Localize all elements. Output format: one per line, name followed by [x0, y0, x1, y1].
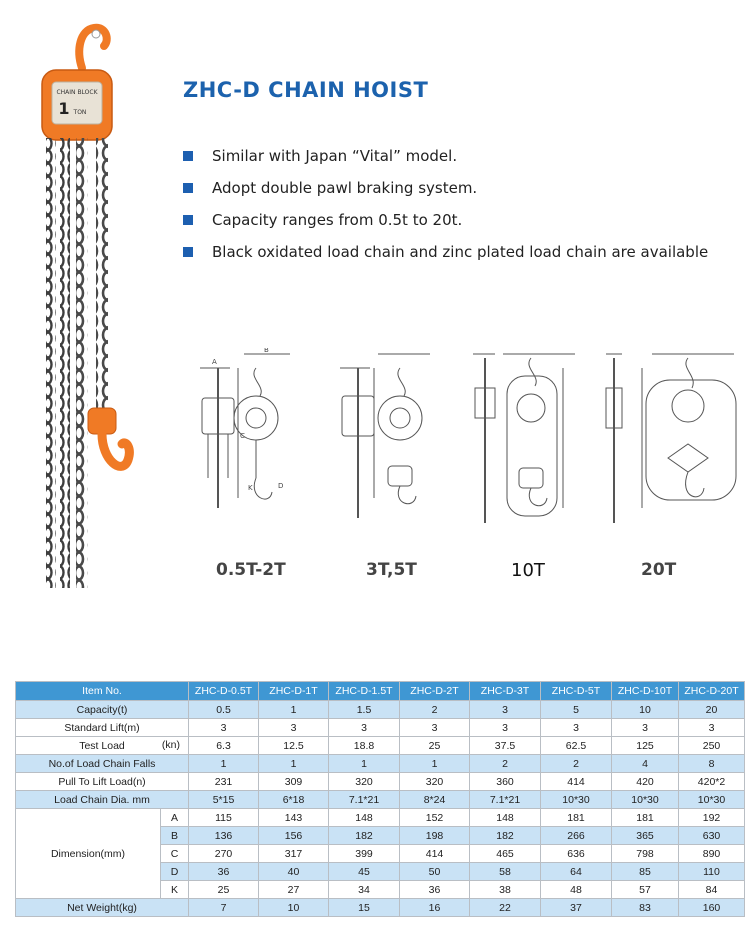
dimension-key: A [161, 809, 189, 827]
cell: 3 [400, 719, 470, 737]
cell: 125 [612, 737, 679, 755]
cell: 148 [329, 809, 400, 827]
cell: 152 [400, 809, 470, 827]
table-row [16, 773, 745, 791]
table-row [16, 737, 745, 755]
header-model: ZHC-D-2T [400, 682, 470, 701]
cell: 50 [400, 863, 470, 881]
cell: 420*2 [679, 773, 745, 791]
cell: 6*18 [259, 791, 329, 809]
cell: 36 [189, 863, 259, 881]
diagram-10t [473, 354, 575, 523]
cell: 2 [541, 755, 612, 773]
cell: 198 [400, 827, 470, 845]
dim-letter-d: D [278, 482, 284, 490]
cell: 231 [189, 773, 259, 791]
cell: 58 [470, 863, 541, 881]
cell: 320 [400, 773, 470, 791]
row-label: Pull To Lift Load(n) [16, 773, 189, 791]
cell: 83 [612, 899, 679, 917]
table-header-row [16, 682, 745, 701]
cell: 7.1*21 [329, 791, 400, 809]
cell: 182 [329, 827, 400, 845]
cell: 45 [329, 863, 400, 881]
cell: 27 [259, 881, 329, 899]
product-title: ZHC-D CHAIN HOIST [183, 78, 429, 102]
feature-text: Capacity ranges from 0.5t to 20t. [212, 211, 463, 229]
specification-table [15, 681, 745, 917]
cell: 34 [329, 881, 400, 899]
cell: 270 [189, 845, 259, 863]
dimension-diagrams [178, 348, 738, 588]
cell: 1 [189, 755, 259, 773]
header-model: ZHC-D-20T [679, 682, 745, 701]
cell: 320 [329, 773, 400, 791]
square-bullet-icon [183, 215, 193, 225]
cell: 5*15 [189, 791, 259, 809]
table-row [16, 719, 745, 737]
cell: 16 [400, 899, 470, 917]
feature-item [183, 144, 708, 176]
header-model: ZHC-D-1.5T [329, 682, 400, 701]
diagram-0-5t-2t [200, 354, 290, 508]
feature-item [183, 176, 708, 208]
header-model: ZHC-D-3T [470, 682, 541, 701]
square-bullet-icon [183, 247, 193, 257]
cell: 25 [400, 737, 470, 755]
cell: 8 [679, 755, 745, 773]
table-row [16, 809, 745, 827]
cell: 3 [329, 719, 400, 737]
square-bullet-icon [183, 183, 193, 193]
hoist-plate-line3: TON [73, 109, 87, 116]
cell: 3 [189, 719, 259, 737]
cell: 36 [400, 881, 470, 899]
cell: 181 [541, 809, 612, 827]
row-label: Capacity(t) [16, 701, 189, 719]
cell: 890 [679, 845, 745, 863]
cell: 38 [470, 881, 541, 899]
header-model: ZHC-D-1T [259, 682, 329, 701]
cell: 6.3 [189, 737, 259, 755]
table-row [16, 899, 745, 917]
cell: 37 [541, 899, 612, 917]
cell: 10 [259, 899, 329, 917]
feature-item [183, 240, 708, 272]
cell: 3 [612, 719, 679, 737]
dimension-key: C [161, 845, 189, 863]
dimension-key: D [161, 863, 189, 881]
cell: 15 [329, 899, 400, 917]
cell: 10*30 [541, 791, 612, 809]
square-bullet-icon [183, 151, 193, 161]
chain-hoist-photo [30, 20, 150, 590]
cell: 64 [541, 863, 612, 881]
cell: 48 [541, 881, 612, 899]
cell: 25 [189, 881, 259, 899]
header-model: ZHC-D-5T [541, 682, 612, 701]
cell: 3 [541, 719, 612, 737]
cell: 156 [259, 827, 329, 845]
dimension-key: B [161, 827, 189, 845]
feature-item [183, 208, 708, 240]
row-unit: (kn) [161, 739, 180, 751]
row-label: No.of Load Chain Falls [16, 755, 189, 773]
cell: 399 [329, 845, 400, 863]
cell: 7.1*21 [470, 791, 541, 809]
cell: 3 [679, 719, 745, 737]
cell: 136 [189, 827, 259, 845]
cell: 1 [259, 701, 329, 719]
diagram-label-0-5t-2t: 0.5T-2T [216, 560, 286, 580]
cell: 20 [679, 701, 745, 719]
cell: 10*30 [679, 791, 745, 809]
cell: 12.5 [259, 737, 329, 755]
cell: 22 [470, 899, 541, 917]
cell: 110 [679, 863, 745, 881]
row-label [16, 737, 189, 755]
cell: 3 [470, 701, 541, 719]
cell: 4 [612, 755, 679, 773]
cell: 57 [612, 881, 679, 899]
feature-text: Similar with Japan “Vital” model. [212, 147, 458, 165]
cell: 3 [259, 719, 329, 737]
dim-letter-b: B [264, 348, 269, 354]
hoist-plate-line2: 1 [58, 99, 70, 118]
feature-list [183, 144, 708, 272]
header-model: ZHC-D-10T [612, 682, 679, 701]
cell: 182 [470, 827, 541, 845]
header-item-no: Item No. [16, 682, 189, 701]
dimension-label: Dimension(mm) [16, 809, 161, 899]
diagram-label-20t: 20T [641, 560, 677, 580]
cell: 3 [470, 719, 541, 737]
cell: 7 [189, 899, 259, 917]
feature-text: Adopt double pawl braking system. [212, 179, 478, 197]
diagram-label-10t: 10T [511, 560, 545, 581]
cell: 8*24 [400, 791, 470, 809]
hoist-plate-line1: CHAIN BLOCK [56, 89, 98, 96]
table-row [16, 755, 745, 773]
cell: 360 [470, 773, 541, 791]
cell: 18.8 [329, 737, 400, 755]
cell: 10 [612, 701, 679, 719]
dim-letter-a: A [212, 358, 217, 366]
row-label: Standard Lift(m) [16, 719, 189, 737]
cell: 309 [259, 773, 329, 791]
cell: 2 [470, 755, 541, 773]
cell: 40 [259, 863, 329, 881]
diagram-20t [606, 354, 736, 523]
cell: 2 [400, 701, 470, 719]
cell: 1 [259, 755, 329, 773]
cell: 266 [541, 827, 612, 845]
dimension-key: K [161, 881, 189, 899]
diagram-label-3t-5t: 3T,5T [366, 560, 417, 580]
cell: 420 [612, 773, 679, 791]
cell: 0.5 [189, 701, 259, 719]
cell: 1 [400, 755, 470, 773]
cell: 192 [679, 809, 745, 827]
cell: 5 [541, 701, 612, 719]
dim-letter-c: C [240, 432, 245, 440]
cell: 1.5 [329, 701, 400, 719]
cell: 160 [679, 899, 745, 917]
cell: 115 [189, 809, 259, 827]
row-label: Load Chain Dia. mm [16, 791, 189, 809]
row-label-text: Test Load [79, 739, 125, 752]
cell: 414 [400, 845, 470, 863]
cell: 84 [679, 881, 745, 899]
table-row [16, 701, 745, 719]
cell: 148 [470, 809, 541, 827]
cell: 85 [612, 863, 679, 881]
cell: 317 [259, 845, 329, 863]
row-label: Net Weight(kg) [16, 899, 189, 917]
cell: 1 [329, 755, 400, 773]
cell: 62.5 [541, 737, 612, 755]
cell: 798 [612, 845, 679, 863]
cell: 250 [679, 737, 745, 755]
cell: 414 [541, 773, 612, 791]
cell: 630 [679, 827, 745, 845]
feature-text: Black oxidated load chain and zinc plated load chain are available [212, 243, 709, 261]
cell: 37.5 [470, 737, 541, 755]
diagram-3t-5t [340, 354, 430, 518]
dim-letter-k: K [248, 484, 253, 492]
cell: 10*30 [612, 791, 679, 809]
cell: 636 [541, 845, 612, 863]
header-model: ZHC-D-0.5T [189, 682, 259, 701]
table-row [16, 791, 745, 809]
cell: 181 [612, 809, 679, 827]
cell: 143 [259, 809, 329, 827]
cell: 465 [470, 845, 541, 863]
cell: 365 [612, 827, 679, 845]
